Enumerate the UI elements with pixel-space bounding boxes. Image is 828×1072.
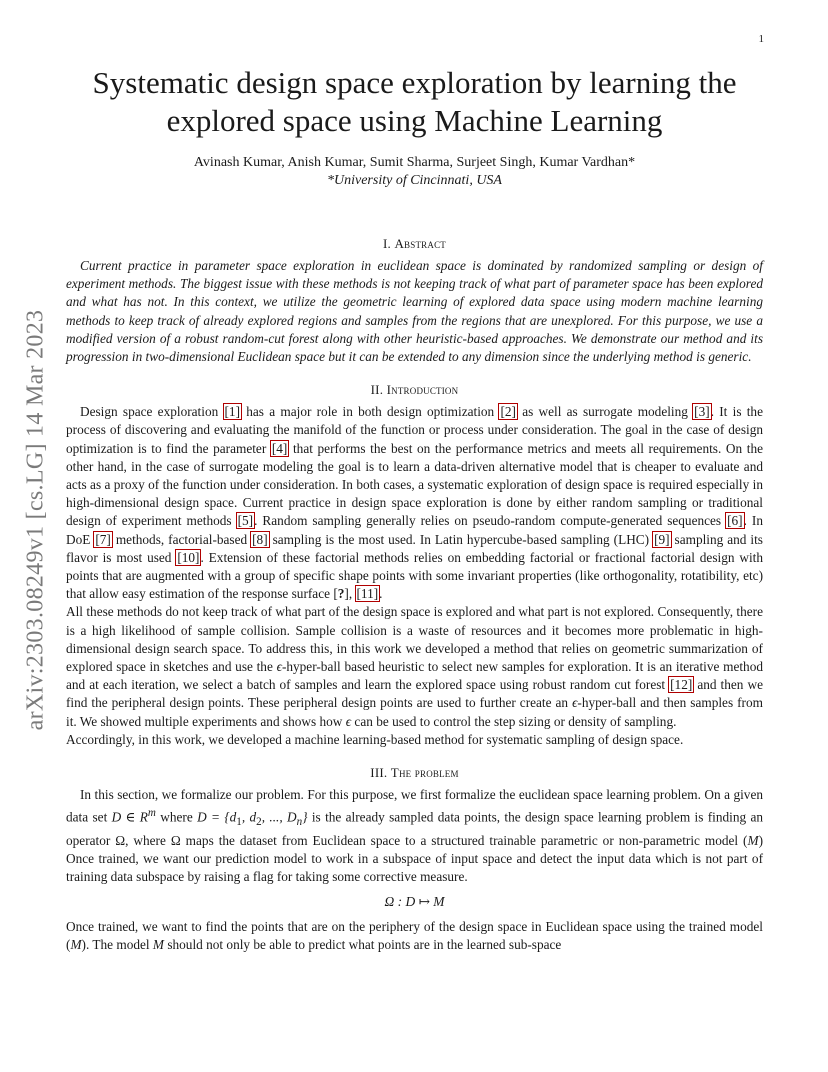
introduction-heading-text: Introduction: [386, 382, 459, 398]
abstract-text: Current practice in parameter space exploration in euclidean space is dominated by randomized sampling or design of experiment methods. The biggest issue with these methods is not keeping track of what part of parameter space has been explored and what has not. In this context, we utilize the geometric learning of explored data space using modern machine learning methods to keep track of already explored regions and samples from the regions that are unexplored. For this purpose, we use a modified version of a robust random-cut forest along with other heuristic-based approaches. We demonstrate our method and its progression in two-dimensional Euclidean space but it can be extended to any dimension since the underlying method is generic.: [66, 258, 763, 365]
equation-omega-mapping: Ω : D ↦ M: [384, 894, 445, 910]
arxiv-identifier-stamp[interactable]: arXiv:2303.08249v1 [cs.LG] 14 Mar 2023: [22, 309, 49, 731]
citation-link[interactable]: [9]: [654, 531, 670, 547]
missing-citation-marker: ?: [337, 586, 345, 602]
introduction-paragraph-2: All these methods do not keep track of what part of the design space is explored and what part is not explored. Consequently, there is a high likelihood of sample collision. Sample collision is a waste of resources and it becomes more problematic in high-dimensional design search space. To address this, in this work we developed a method that relies on geometric summarization of explored space in sketches and use the ϵ-hyper-ball based heuristic to select new samples for exploration. It is an iterative method and at each iteration, we select a batch of samples and learn the explored space using robust random cut forest [12] and then we find the peripheral design points. These peripheral design points are used to further create an ϵ-hyper-ball and then samples from it. We showed multiple experiments and shows how ϵ can be used to control the step sizing or density of sampling.: [66, 604, 763, 729]
citation-link[interactable]: [11]: [356, 586, 379, 602]
introduction-heading: [66, 382, 763, 398]
citation-link[interactable]: [7]: [95, 531, 111, 547]
introduction-paragraph-1: Design space exploration [1] has a major role in both design optimization [2] as well as surrogate modeling [3]. It is the process of discovering and evaluating the manifold of the function or process under consideration. The goal in the case of design optimization is to find the parameter [4] that performs the best on the performance metrics and meets all requirements. On the other hand, in the case of surrogate modeling the goal is to learn a data-driven alternative model that is cheaper to evaluate and acts as a proxy of the function under consideration. In both cases, a systematic exploration of design space is required especially in high-dimensional design space. Current practice in design space exploration is done by either random sampling or traditional design of experiment methods [5]. Random sampling generally relies on pseudo-random compute-generated sequences [6]. In DoE [7] methods, factorial-based [8] sampling is the most used. In Latin hypercube-based sampling (LHC) [9] sampling and its flavor is most used [10]. Extension of these factorial methods relies on embedding factorial or fractional factorial design with points that are augmented with a group of specific shape points with some invariant properties (like orthogonality, rotatibility, etc) that allow easy estimation of the response surface [?], [11].: [66, 404, 763, 602]
page-number: 1: [758, 33, 764, 45]
introduction-paragraph-3: Accordingly, in this work, we developed a machine learning-based method for systematic sampling of design space.: [66, 731, 684, 747]
paper-body: [66, 64, 763, 955]
problem-heading: [66, 765, 763, 781]
citation-link[interactable]: [10]: [177, 549, 200, 565]
problem-paragraph-1: In this section, we formalize our problem. For this purpose, we first formalize the euclidean space learning problem. On a given data set D ∈ $R^m$ where $D = \{d_1$, $d_2$, ..., $D_n$} is the already sampled data points, the design space learning problem is finding an operator Ω, where Ω maps the dataset from Euclidean space to a structured trainable parametric or non-parametric model (M) Once trained, we want our prediction model to work in a subspace of input space and detect the input data which is not part of training data subspace by raising a flag for taking some corrective measure.: [66, 787, 764, 884]
problem-numeral: III.: [370, 765, 388, 781]
citation-link[interactable]: [6]: [727, 513, 743, 529]
problem-paragraph-2: Once trained, we want to find the points that are on the periphery of the design space in Euclidean space using the trained model (M). The model M should not only be able to predict what points are in the learned sub-space: [66, 919, 763, 953]
abstract-heading-text: Abstract: [394, 236, 446, 251]
affiliation: *University of Cincinnati, USA: [327, 173, 502, 188]
paper-title: [66, 64, 763, 140]
introduction-numeral: II.: [370, 382, 384, 398]
abstract-heading: [66, 236, 763, 252]
title-line-1: Systematic design space exploration by learning the: [92, 65, 737, 100]
citation-link[interactable]: [12]: [670, 677, 693, 693]
citation-link[interactable]: [3]: [694, 404, 710, 420]
author-list: Avinash Kumar, Anish Kumar, Sumit Sharma, Surjeet Singh, Kumar Vardhan*: [193, 155, 636, 170]
citation-link[interactable]: [4]: [271, 440, 288, 456]
abstract-numeral: I.: [383, 236, 392, 251]
problem-heading-text: The problem: [390, 765, 459, 781]
citation-link[interactable]: [2]: [500, 404, 516, 420]
citation-link[interactable]: [1]: [224, 404, 241, 420]
citation-link[interactable]: [5]: [237, 513, 254, 529]
citation-link[interactable]: [8]: [252, 531, 268, 547]
title-line-2: explored space using Machine Learning: [166, 103, 663, 138]
